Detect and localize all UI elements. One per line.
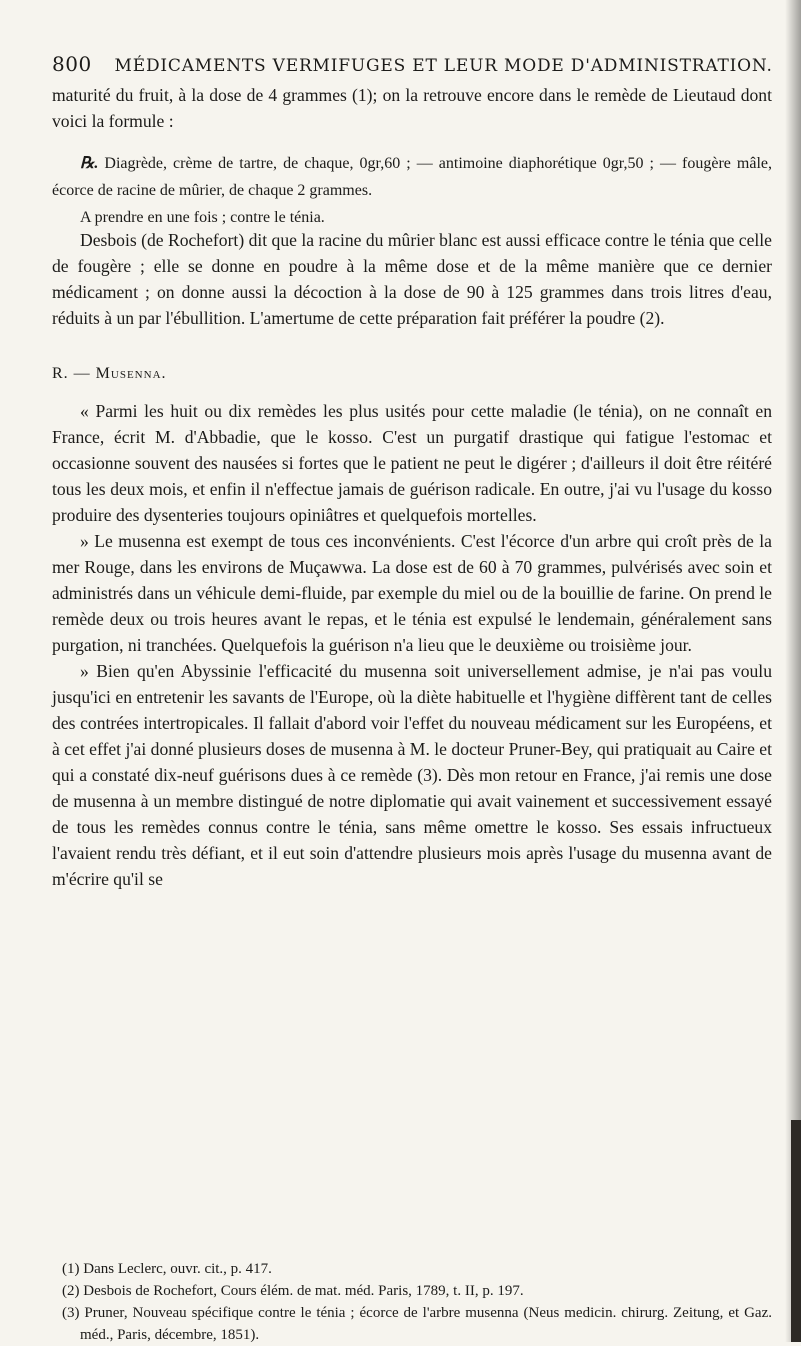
formula-block <box>52 150 772 231</box>
footnote-3: (3) Pruner, Nouveau spécifique contre le ténia ; écorce de l'arbre musenna (Neus medicin. chirurg. Zeitung, et Gaz. méd., Paris, décembre, 1851). <box>62 1305 772 1343</box>
footnote-1: (1) Dans Leclerc, ouvr. cit., p. 417. <box>62 1261 272 1277</box>
footnotes <box>52 1258 772 1346</box>
section-label: R. — <box>52 365 91 382</box>
formula-instructions: A prendre en une fois ; contre le ténia. <box>80 209 325 226</box>
running-header <box>52 52 772 76</box>
footnote-2: (2) Desbois de Rochefort, Cours élém. de mat. méd. Paris, 1789, t. II, p. 197. <box>62 1283 524 1299</box>
page-number: 800 <box>52 52 92 76</box>
section-heading <box>52 361 772 387</box>
binding-edge <box>791 1120 801 1342</box>
formula-ingredients: Diagrède, crème de tartre, de chaque, 0gr,60 ; — antimoine diaphorétique 0gr,50 ; — fougère mâle, écorce de racine de mûrier, de chaque 2 grammes. <box>52 155 773 199</box>
recipe-symbol: ℞. <box>80 155 99 172</box>
paragraph-kosso: « Parmi les huit ou dix remèdes les plus usités pour cette maladie (le ténia), on ne connaît en France, écrit M. d'Abbadie, que le kosso. C'est un purgatif drastique qui fatigue l'estomac et occasionne souvent des nausées si fortes que le patient ne peut le digérer ; d'ailleurs il doit être réitéré tous les deux mois, et enfin il n'effectue jamais de guérison radicale. En outre, j'ai vu l'usage du kosso produire des dysenteries toujours opiniâtres et quelquefois mortelles. <box>52 401 772 525</box>
desbois-paragraph: Desbois (de Rochefort) dit que la racine du mûrier blanc est aussi efficace contre le ténia que celle de fougère ; elle se donne en poudre à la même dose et de la même manière que ce dernier médicament ; on donne aussi la décoction à la dose de 90 à 125 grammes dans trois litres d'eau, réduits à un par l'ébullition. L'amertume de cette préparation fait préférer la poudre (2). <box>52 230 772 328</box>
intro-paragraph: maturité du fruit, à la dose de 4 grammes (1); on la retrouve encore dans le remède de Lieutaud dont voici la formule : <box>52 85 772 131</box>
section-title: Musenna. <box>95 365 167 382</box>
running-title: MÉDICAMENTS VERMIFUGES ET LEUR MODE D'ADMINISTRATION. <box>114 56 773 76</box>
paragraph-abyssinie: » Bien qu'en Abyssinie l'efficacité du musenna soit universellement admise, je n'ai pas voulu jusqu'ici en entretenir les savants de l'Europe, où la diète habituelle et l'hygiène diffèrent tant de celles des contrées intertropicales. Il fallait d'abord voir l'effet du nouveau médicament sur les Européens, et à cet effet j'ai donné plusieurs doses de musenna à M. le docteur Pruner-Bey, qui pratiquait au Caire et qui a constaté dix-neuf guérisons dues à ce remède (3). Dès mon retour en France, j'ai remis une dose de musenna à un membre distingué de notre diplomatie qui avait vainement et successivement essayé de tous les remèdes connus contre le ténia, sans même omettre le kosso. Ses essais infructueux l'avaient rendu très défiant, et il eut soin d'attendre plusieurs mois après l'usage du musenna avant de m'écrire qu'il se <box>52 661 772 889</box>
musenna-text <box>52 398 772 892</box>
paragraph-musenna: » Le musenna est exempt de tous ces inconvénients. C'est l'écorce d'un arbre qui croît près de la mer Rouge, dans les environs de Muçawwa. La dose est de 60 à 70 grammes, pulvérisés avec soin et administrés dans un véhicule demi-fluide, par exemple du miel ou de la bouillie de farine. On prend le remède deux ou trois heures avant le repas, et le ténia est expulsé le lendemain, généralement sans purgation, ni tranchées. Quelquefois la guérison n'a lieu que le deuxième ou troisième jour. <box>52 531 772 655</box>
